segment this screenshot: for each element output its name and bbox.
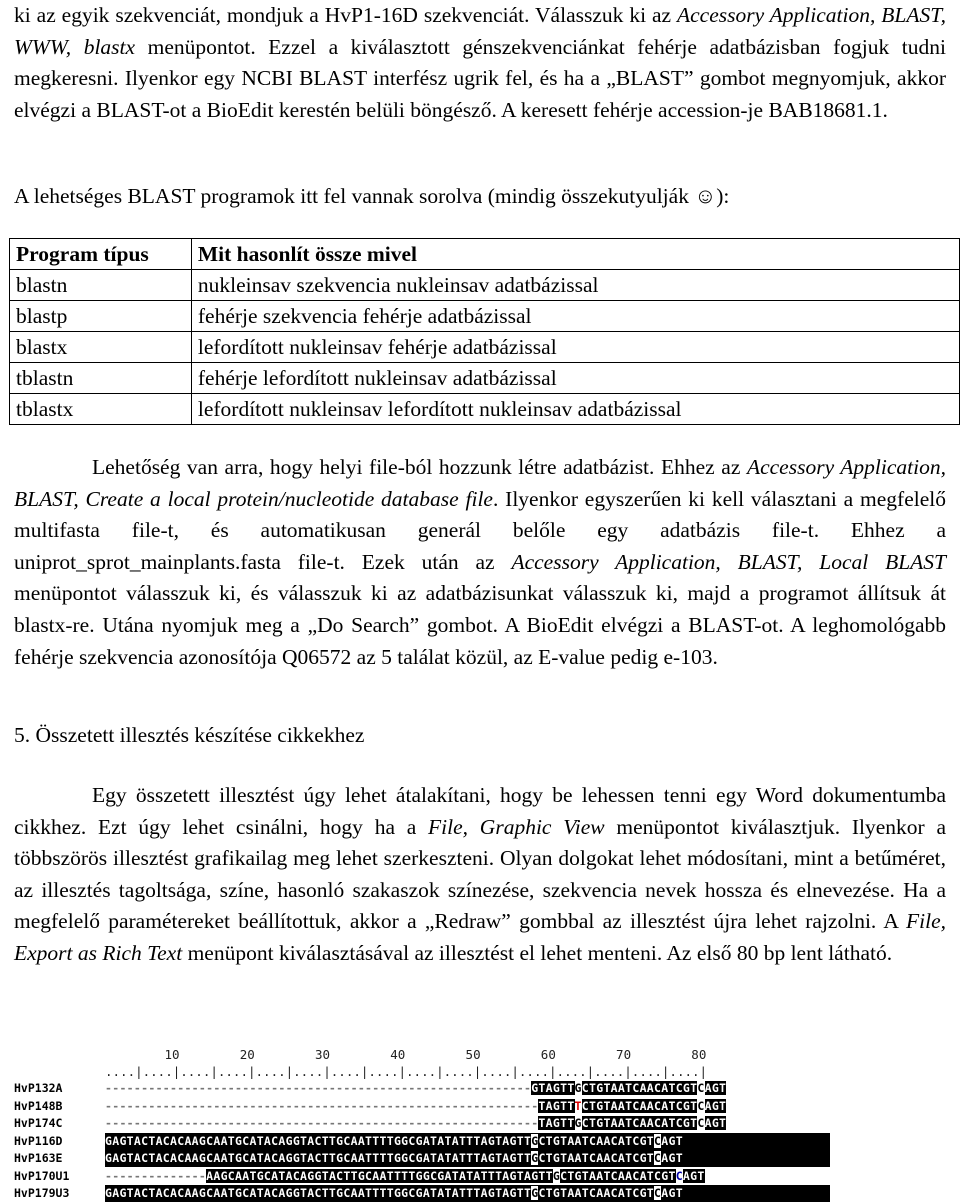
alignment-ruler-numbers: 10 20 30 40 50 60 70 80 — [14, 1047, 707, 1062]
sequence-name: HvP170U1 — [14, 1168, 70, 1183]
sequence-block: GAGTACTACACAAGCAATGCATACAGGTACTTGCAATTTTGGCGATATATTTAGTAGTT — [105, 1151, 532, 1165]
alignment-row — [14, 1115, 844, 1132]
sequence-block: AAGCAATGCATACAGGTACTTGCAATTTTGGCGATATATTTAGTAGTT — [206, 1168, 553, 1183]
table-row — [10, 301, 960, 332]
variant-base: C — [697, 1098, 705, 1113]
alignment-row — [14, 1080, 844, 1097]
variant-base: G — [531, 1186, 539, 1200]
sequence-residues — [105, 1168, 830, 1185]
column-header-comparison: Mit hasonlít össze mivel — [191, 239, 959, 270]
export-text-a: Egy összetett illesztést úgy lehet átalakítani, hogy be lehessen tenni egy Word dokumentumba cikkhez. Ezt úgy lehet csinálni, hogy ha a — [14, 783, 946, 839]
table-row — [10, 394, 960, 425]
variant-base: T — [574, 1098, 582, 1113]
sequence-residues — [105, 1098, 830, 1115]
sequence-residues — [105, 1115, 830, 1132]
variant-base: C — [697, 1116, 705, 1130]
sequence-name: HvP132A — [14, 1081, 63, 1095]
table-row — [10, 332, 960, 363]
variant-base: C — [697, 1081, 705, 1095]
program-name: tblastn — [10, 363, 192, 394]
sequence-name: HvP116D — [14, 1133, 63, 1148]
export-paragraph — [14, 780, 946, 970]
local-db-text-a: Lehetőség van arra, hogy helyi file-ból hozzunk létre adatbázist. Ehhez az — [92, 455, 747, 479]
export-text-b: menüpontot kiválasztjuk. Ilyenkor a többszörös illesztést grafikailag meg lehet szerkeszteni. Olyan dolgokat lehet módosítani, mint a betűméret, az illesztés tagoltsága, színe, hasonló szakaszok színezése, szekvencia nevek hossza és elnevezése. Ha a megfelelő paramétereket beállítottuk, akkor a „Redraw” gombbal az illesztést újra lehet rajzolni. A — [14, 814, 946, 934]
section-title: 5. Összetett illesztés készítése cikkekhez — [14, 723, 365, 747]
programs-intro: A lehetséges BLAST programok itt fel vannak sorolva (mindig összekutyulják ☺): — [14, 184, 730, 208]
variant-base: C — [654, 1133, 662, 1148]
sequence-gap: ------------------------------------------------------------ — [105, 1116, 539, 1130]
sequence-block: AGT — [661, 1151, 683, 1165]
table-row — [10, 270, 960, 301]
local-database-paragraph — [14, 452, 946, 673]
sequence-block: CTGTAATCAACATCGT — [581, 1081, 698, 1095]
sequence-block: CTGTAATCAACATCGT — [581, 1098, 698, 1113]
program-description: nukleinsav szekvencia nukleinsav adatbázissal — [191, 270, 959, 301]
create-db-menu-path: Accessory Application, BLAST, Create a local protein/nucleotide database file — [14, 455, 946, 511]
local-blast-menu-path: Accessory Application, BLAST, Local BLAST — [511, 549, 947, 574]
variant-base: C — [654, 1151, 662, 1165]
alignment-row — [14, 1185, 844, 1202]
graphic-view-menu-path: File, Graphic View — [428, 814, 605, 839]
blast-intro-text-b: menüpontot. Ezzel a kiválasztott génszekvenciánkat fehérje adatbázisban fogjuk tudni megkeresni. Ilyenkor egy NCBI BLAST interfész ugrik fel, és ha a „BLAST” gombot megnyomjuk, akkor elvégzi a BLAST-ot a BioEdit kerestén belüli böngésző. A keresett fehérje accession-je BAB18681.1. — [14, 34, 946, 122]
sequence-name: HvP148B — [14, 1098, 63, 1113]
variant-base: C — [675, 1168, 683, 1183]
sequence-block: GAGTACTACACAAGCAATGCATACAGGTACTTGCAATTTTGGCGATATATTTAGTAGTT — [105, 1186, 532, 1200]
sequence-block: CTGTAATCAACATCGT — [581, 1116, 698, 1130]
sequence-block: CTGTAATCAACATCGT — [560, 1168, 676, 1183]
blast-intro-paragraph — [14, 0, 946, 126]
sequence-block: CTGTAATCAACATCGT — [538, 1151, 655, 1165]
program-description: lefordított nukleinsav lefordított nukleinsav adatbázissal — [191, 394, 959, 425]
alignment-row — [14, 1098, 844, 1115]
sequence-block: CTGTAATCAACATCGT — [538, 1133, 655, 1148]
sequence-block: TAGTT — [538, 1116, 575, 1130]
sequence-residues — [105, 1133, 830, 1150]
table-row — [10, 363, 960, 394]
variant-base: G — [531, 1133, 539, 1148]
alignment-row — [14, 1168, 844, 1185]
local-db-text-b: . Ilyenkor egyszerűen ki kell választani a megfelelő multifasta file-t, és automatikusan generál belőle egy adatbázis file-t. Ehhez a uniprot_sprot_mainplants.fasta file-t. Ezek után az — [14, 486, 946, 574]
blast-intro-text-a: ki az egyik szekvenciát, mondjuk a HvP1-16D szekvenciát. Válasszuk ki az — [14, 3, 677, 27]
sequence-residues — [105, 1185, 830, 1202]
sequence-gap: ----------------------------------------------------------- — [105, 1081, 532, 1095]
sequence-name: HvP179U3 — [14, 1186, 70, 1200]
sequence-gap: ------------------------------------------------------------ — [105, 1098, 539, 1113]
program-description: fehérje lefordított nukleinsav adatbázissal — [191, 363, 959, 394]
variant-base: C — [654, 1186, 662, 1200]
local-db-text-c: menüpontot válasszuk ki, és válasszuk ki az adatbázisunkat válasszuk ki, majd a programot állítsuk át blastx-re. Utána nyomjuk meg a „Do Search” gombot. A BioEdit elvégzi a BLAST-ot. A leghomológabb fehérje szekvencia azonosítója Q06572 az 5 találat közül, az E-value pedig e-103. — [14, 581, 946, 669]
variant-base: G — [574, 1081, 582, 1095]
sequence-block: GTAGTT — [531, 1081, 575, 1095]
sequence-name: HvP163E — [14, 1151, 63, 1165]
sequence-residues — [105, 1080, 830, 1097]
blast-menu-path: Accessory Application, BLAST, WWW, blastx — [14, 3, 947, 59]
sequence-block: AGT — [661, 1133, 683, 1148]
program-description: lefordított nukleinsav fehérje adatbázissal — [191, 332, 959, 363]
export-text-c: menüpont kiválasztásával az illesztést el lehet menteni. Az első 80 bp lent látható. — [182, 940, 893, 965]
sequence-block: TAGTT — [538, 1098, 575, 1113]
sequence-gap: -------------- — [105, 1168, 207, 1183]
sequence-block: AGT — [704, 1081, 727, 1095]
column-header-program-type: Program típus — [10, 239, 192, 270]
program-name: blastp — [10, 301, 192, 332]
sequence-name: HvP174C — [14, 1116, 63, 1130]
variant-base: G — [552, 1168, 561, 1183]
sequence-block: AGT — [704, 1116, 727, 1130]
sequence-block: GAGTACTACACAAGCAATGCATACAGGTACTTGCAATTTTGGCGATATATTTAGTAGTT — [105, 1133, 532, 1148]
sequence-block: AGT — [704, 1098, 727, 1113]
alignment-ruler-ticks: ....|....|....|....|....|....|....|....|....|....|....|....|....|....|....|....| — [105, 1064, 708, 1079]
alignment-row — [14, 1133, 844, 1150]
sequence-block: CTGTAATCAACATCGT — [538, 1186, 655, 1200]
variant-base: G — [574, 1116, 582, 1130]
sequence-residues — [105, 1150, 830, 1167]
program-name: blastn — [10, 270, 192, 301]
alignment-row — [14, 1150, 844, 1167]
variant-base: G — [531, 1151, 539, 1165]
program-description: fehérje szekvencia fehérje adatbázissal — [191, 301, 959, 332]
program-name: tblastx — [10, 394, 192, 425]
export-rich-text-menu-path: File, Export as Rich Text — [14, 909, 946, 965]
program-name: blastx — [10, 332, 192, 363]
blast-programs-table — [9, 238, 960, 425]
table-header-row — [10, 239, 960, 270]
sequence-block: AGT — [661, 1186, 683, 1200]
sequence-block: AGT — [682, 1168, 705, 1183]
